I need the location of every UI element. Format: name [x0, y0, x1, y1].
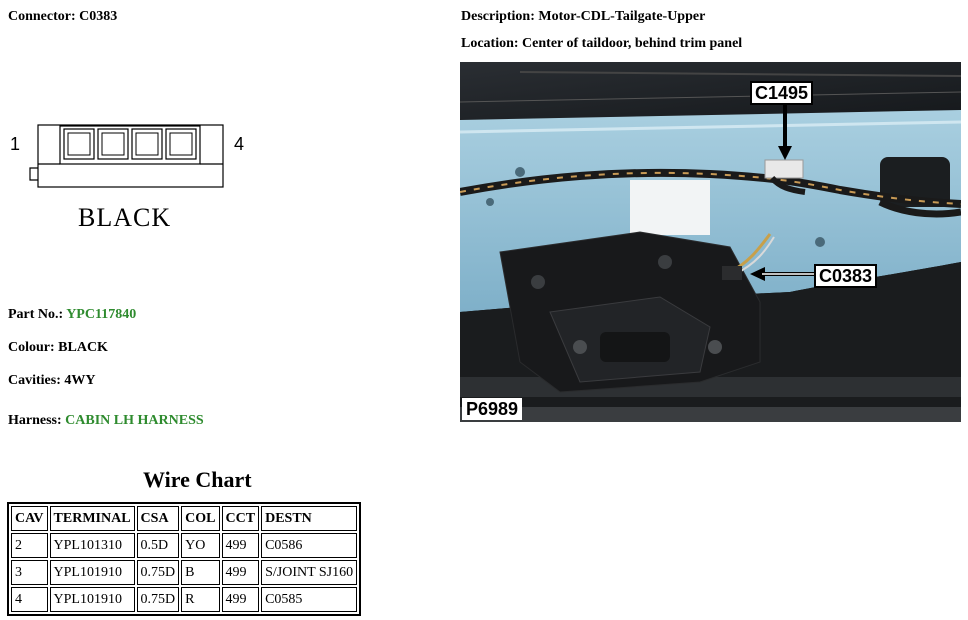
part-number [8, 307, 136, 323]
connector-diagram [8, 120, 258, 200]
cell-terminal: YPL101910 [50, 587, 135, 612]
connector-title: Connector: C0383 [8, 9, 118, 24]
cell-cav: 4 [11, 587, 48, 612]
header-destn: DESTN [261, 506, 357, 531]
cell-destn: C0586 [261, 533, 357, 558]
part-number-label: Part No.: [8, 307, 64, 322]
cell-cct: 499 [222, 560, 260, 585]
description-text: Description: Motor-CDL-Tailgate-Upper [461, 9, 706, 24]
cell-col: B [181, 560, 219, 585]
cell-destn: C0585 [261, 587, 357, 612]
harness-value: CABIN LH HARNESS [65, 413, 204, 428]
cavities-text: Cavities: 4WY [8, 373, 96, 388]
table-row [11, 560, 357, 585]
callout-c0383: C0383 [814, 264, 877, 288]
header-cct: CCT [222, 506, 260, 531]
harness [8, 413, 204, 429]
cell-col: YO [181, 533, 219, 558]
header-csa: CSA [137, 506, 180, 531]
cell-cct: 499 [222, 587, 260, 612]
cell-csa: 0.75D [137, 587, 180, 612]
cell-col: R [181, 587, 219, 612]
table-header-row [11, 506, 357, 531]
location-text: Location: Center of taildoor, behind trim panel [461, 36, 743, 51]
part-number-value: YPC117840 [66, 307, 137, 322]
header-cav: CAV [11, 506, 48, 531]
harness-label: Harness: [8, 413, 62, 428]
callout-c1495: C1495 [750, 81, 813, 105]
cell-cav: 3 [11, 560, 48, 585]
wire-chart-title: Wire Chart [143, 467, 252, 492]
cell-terminal: YPL101910 [50, 560, 135, 585]
location-photo [460, 62, 961, 422]
table-row [11, 533, 357, 558]
header-terminal: TERMINAL [50, 506, 135, 531]
wire-chart [7, 502, 361, 616]
cell-cav: 2 [11, 533, 48, 558]
header-col: COL [181, 506, 219, 531]
connector-face-icon [28, 120, 228, 190]
table-row [11, 587, 357, 612]
colour-text: Colour: BLACK [8, 340, 108, 355]
cell-cct: 499 [222, 533, 260, 558]
photo-code: P6989 [462, 398, 522, 420]
cell-csa: 0.5D [137, 533, 180, 558]
tailgate-latch-photo-icon [460, 62, 961, 422]
connector-color-label: BLACK [78, 203, 172, 232]
cell-csa: 0.75D [137, 560, 180, 585]
pin-label-first: 1 [10, 134, 21, 154]
cell-destn: S/JOINT SJ160 [261, 560, 357, 585]
wire-table [7, 502, 361, 616]
cell-terminal: YPL101310 [50, 533, 135, 558]
pin-label-last: 4 [234, 134, 245, 154]
